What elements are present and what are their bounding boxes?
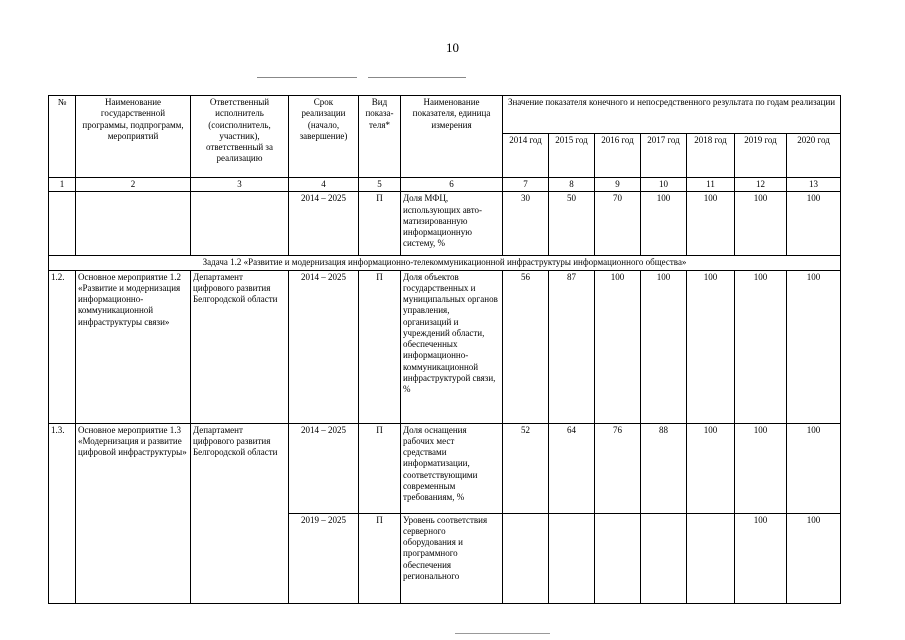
header-rule-left [257,77,357,78]
column-number: 9 [595,178,641,192]
cell-value: 100 [735,513,787,603]
cell-term: 2014 – 2025 [289,192,359,256]
cell-responsible [191,192,289,256]
header-type: Вид показа-теля* [359,96,401,178]
column-number: 11 [687,178,735,192]
column-number: 7 [503,178,549,192]
cell-indicator: Доля МФЦ, использующих авто-матизированную информационную систему, % [401,192,503,256]
cell-value: 100 [687,423,735,513]
table-row [49,192,841,256]
cell-value: 100 [687,270,735,423]
cell-value [503,513,549,603]
column-number: 12 [735,178,787,192]
footer-rule [455,633,550,634]
cell-value: 100 [787,270,841,423]
header-year: 2014 год [503,134,549,178]
cell-term: 2019 – 2025 [289,513,359,603]
cell-value: 100 [787,513,841,603]
cell-no: 1.2. [49,270,76,423]
cell-value: 87 [549,270,595,423]
cell-value [687,513,735,603]
column-number: 10 [641,178,687,192]
page-number: 10 [446,40,459,55]
cell-value: 100 [787,423,841,513]
table-row [49,270,841,423]
column-number: 2 [76,178,191,192]
column-numbers-row [49,178,841,192]
cell-name: Основное мероприятие 1.2 «Развитие и модернизация информационно-коммуникационной инфраструктуры связи» [76,270,191,423]
header-year: 2016 год [595,134,641,178]
column-number: 1 [49,178,76,192]
header-year: 2017 год [641,134,687,178]
cell-value [641,513,687,603]
header-rule-right [368,77,466,78]
cell-value: 100 [687,192,735,256]
cell-type: П [359,513,401,603]
header-indicator: Наименование показателя, единица измерения [401,96,503,178]
cell-indicator: Уровень соответствия серверного оборудования и программного обеспечения регионального [401,513,503,603]
cell-value: 56 [503,270,549,423]
cell-value [595,513,641,603]
cell-value: 100 [735,423,787,513]
header-values-group: Значение показателя конечного и непосредственного результата по годам реализации [503,96,841,134]
cell-term: 2014 – 2025 [289,270,359,423]
column-number: 6 [401,178,503,192]
cell-value: 64 [549,423,595,513]
cell-value [549,513,595,603]
cell-no: 1.3. [49,423,76,603]
column-number: 13 [787,178,841,192]
header-year: 2015 год [549,134,595,178]
cell-value: 100 [595,270,641,423]
cell-type: П [359,270,401,423]
cell-responsible: Департамент цифрового развития Белгородской области [191,423,289,603]
cell-name [76,192,191,256]
cell-value: 88 [641,423,687,513]
header-no: № [49,96,76,178]
cell-value: 100 [641,192,687,256]
cell-indicator: Доля оснащения рабочих мест средствами информатизации, соответствующими современным требованиям, % [401,423,503,513]
header-year: 2019 год [735,134,787,178]
cell-value: 76 [595,423,641,513]
cell-value: 50 [549,192,595,256]
cell-no [49,192,76,256]
cell-value: 52 [503,423,549,513]
column-number: 5 [359,178,401,192]
header-responsible: Ответственный исполнитель (соисполнитель, участник), ответственный за реализацию [191,96,289,178]
cell-indicator: Доля объектов государственных и муниципальных органов управления, организаций и учреждений области, обеспеченных информационно-коммуникационной инфраструктурой связи, % [401,270,503,423]
cell-value: 100 [735,270,787,423]
cell-value: 30 [503,192,549,256]
column-number: 3 [191,178,289,192]
header-year: 2020 год [787,134,841,178]
task-title: Задача 1.2 «Развитие и модернизация информационно-телекоммуникационной инфраструктуры информационного общества» [49,256,841,270]
cell-name: Основное мероприятие 1.3 «Модернизация и развитие цифровой инфраструктуры» [76,423,191,603]
header-year: 2018 год [687,134,735,178]
column-number: 4 [289,178,359,192]
cell-value: 100 [787,192,841,256]
cell-value: 100 [641,270,687,423]
header-name: Наименование государственной программы, подпрограмм, мероприятий [76,96,191,178]
cell-value: 70 [595,192,641,256]
cell-responsible: Департамент цифрового развития Белгородской области [191,270,289,423]
cell-term: 2014 – 2025 [289,423,359,513]
table-row [49,423,841,513]
header-term: Срок реализации (начало, завершение) [289,96,359,178]
cell-value: 100 [735,192,787,256]
cell-type: П [359,423,401,513]
results-table [48,95,841,604]
column-number: 8 [549,178,595,192]
task-row [49,256,841,270]
cell-type: П [359,192,401,256]
